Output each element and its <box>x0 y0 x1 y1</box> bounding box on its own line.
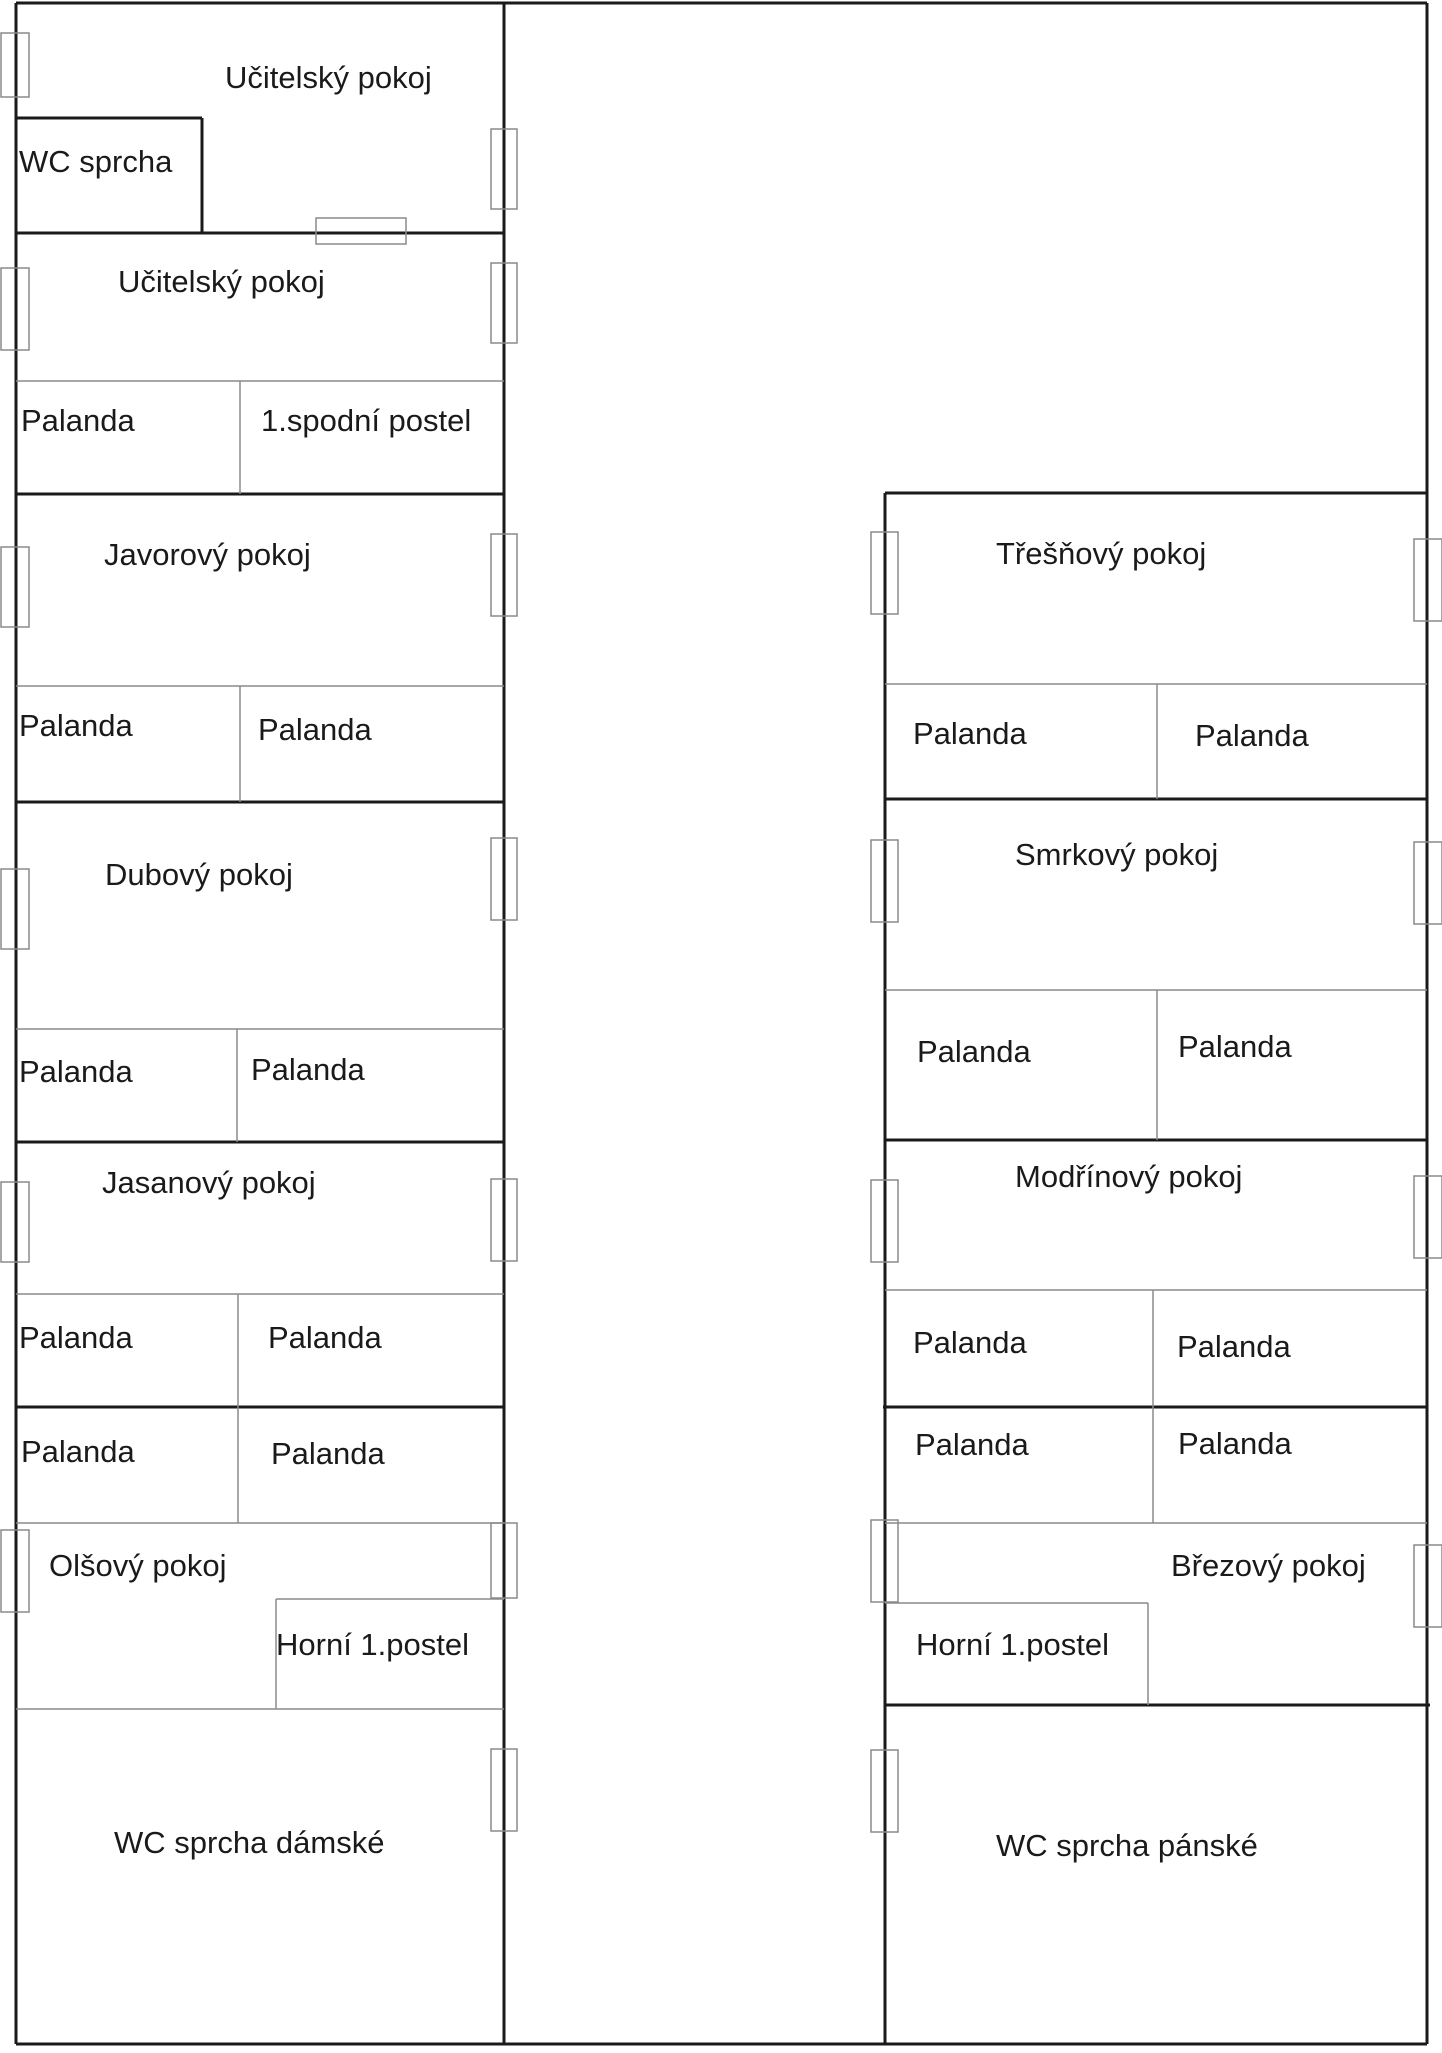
jasanovy-bed-right: Palanda <box>268 1320 382 1355</box>
teacher-room-1-label: Učitelský pokoj <box>225 60 432 95</box>
modrinovy-room-label: Modřínový pokoj <box>1015 1159 1243 1194</box>
dubovy-bed-left: Palanda <box>19 1054 133 1089</box>
womens-washroom-label: WC sprcha dámské <box>114 1825 385 1860</box>
teacher-room-2-label: Učitelský pokoj <box>118 264 325 299</box>
javorovy-room-label: Javorový pokoj <box>104 537 311 572</box>
brezovy-bed-left: Palanda <box>915 1427 1029 1462</box>
tresnovy-bed-left: Palanda <box>913 716 1027 751</box>
tresnovy-room-label: Třešňový pokoj <box>996 536 1207 571</box>
smrkovy-bed-left: Palanda <box>917 1034 1031 1069</box>
teacher-room-2-bed-right: 1.spodní postel <box>261 403 472 438</box>
javorovy-bed-right: Palanda <box>258 712 372 747</box>
olsovy-bed-right: Palanda <box>271 1436 385 1471</box>
jasanovy-room-label: Jasanový pokoj <box>102 1165 316 1200</box>
olsovy-upper-bed: Horní 1.postel <box>276 1627 469 1662</box>
olsovy-room-label: Olšový pokoj <box>49 1548 227 1583</box>
javorovy-bed-left: Palanda <box>19 708 133 743</box>
mens-washroom-label: WC sprcha pánské <box>996 1828 1258 1863</box>
tresnovy-bed-right: Palanda <box>1195 718 1309 753</box>
modrinovy-bed-left: Palanda <box>913 1325 1027 1360</box>
walls <box>16 3 1430 2044</box>
dubovy-bed-right: Palanda <box>251 1052 365 1087</box>
teacher-bathroom-label: WC sprcha <box>19 144 173 179</box>
smrkovy-bed-right: Palanda <box>1178 1029 1292 1064</box>
teacher-room-2-bed-left: Palanda <box>21 403 135 438</box>
brezovy-upper-bed: Horní 1.postel <box>916 1627 1109 1662</box>
olsovy-bed-left: Palanda <box>21 1434 135 1469</box>
jasanovy-bed-left: Palanda <box>19 1320 133 1355</box>
brezovy-bed-right: Palanda <box>1178 1426 1292 1461</box>
brezovy-room-label: Březový pokoj <box>1171 1548 1366 1583</box>
modrinovy-bed-right: Palanda <box>1177 1329 1291 1364</box>
dubovy-room-label: Dubový pokoj <box>105 857 293 892</box>
smrkovy-room-label: Smrkový pokoj <box>1015 837 1219 872</box>
